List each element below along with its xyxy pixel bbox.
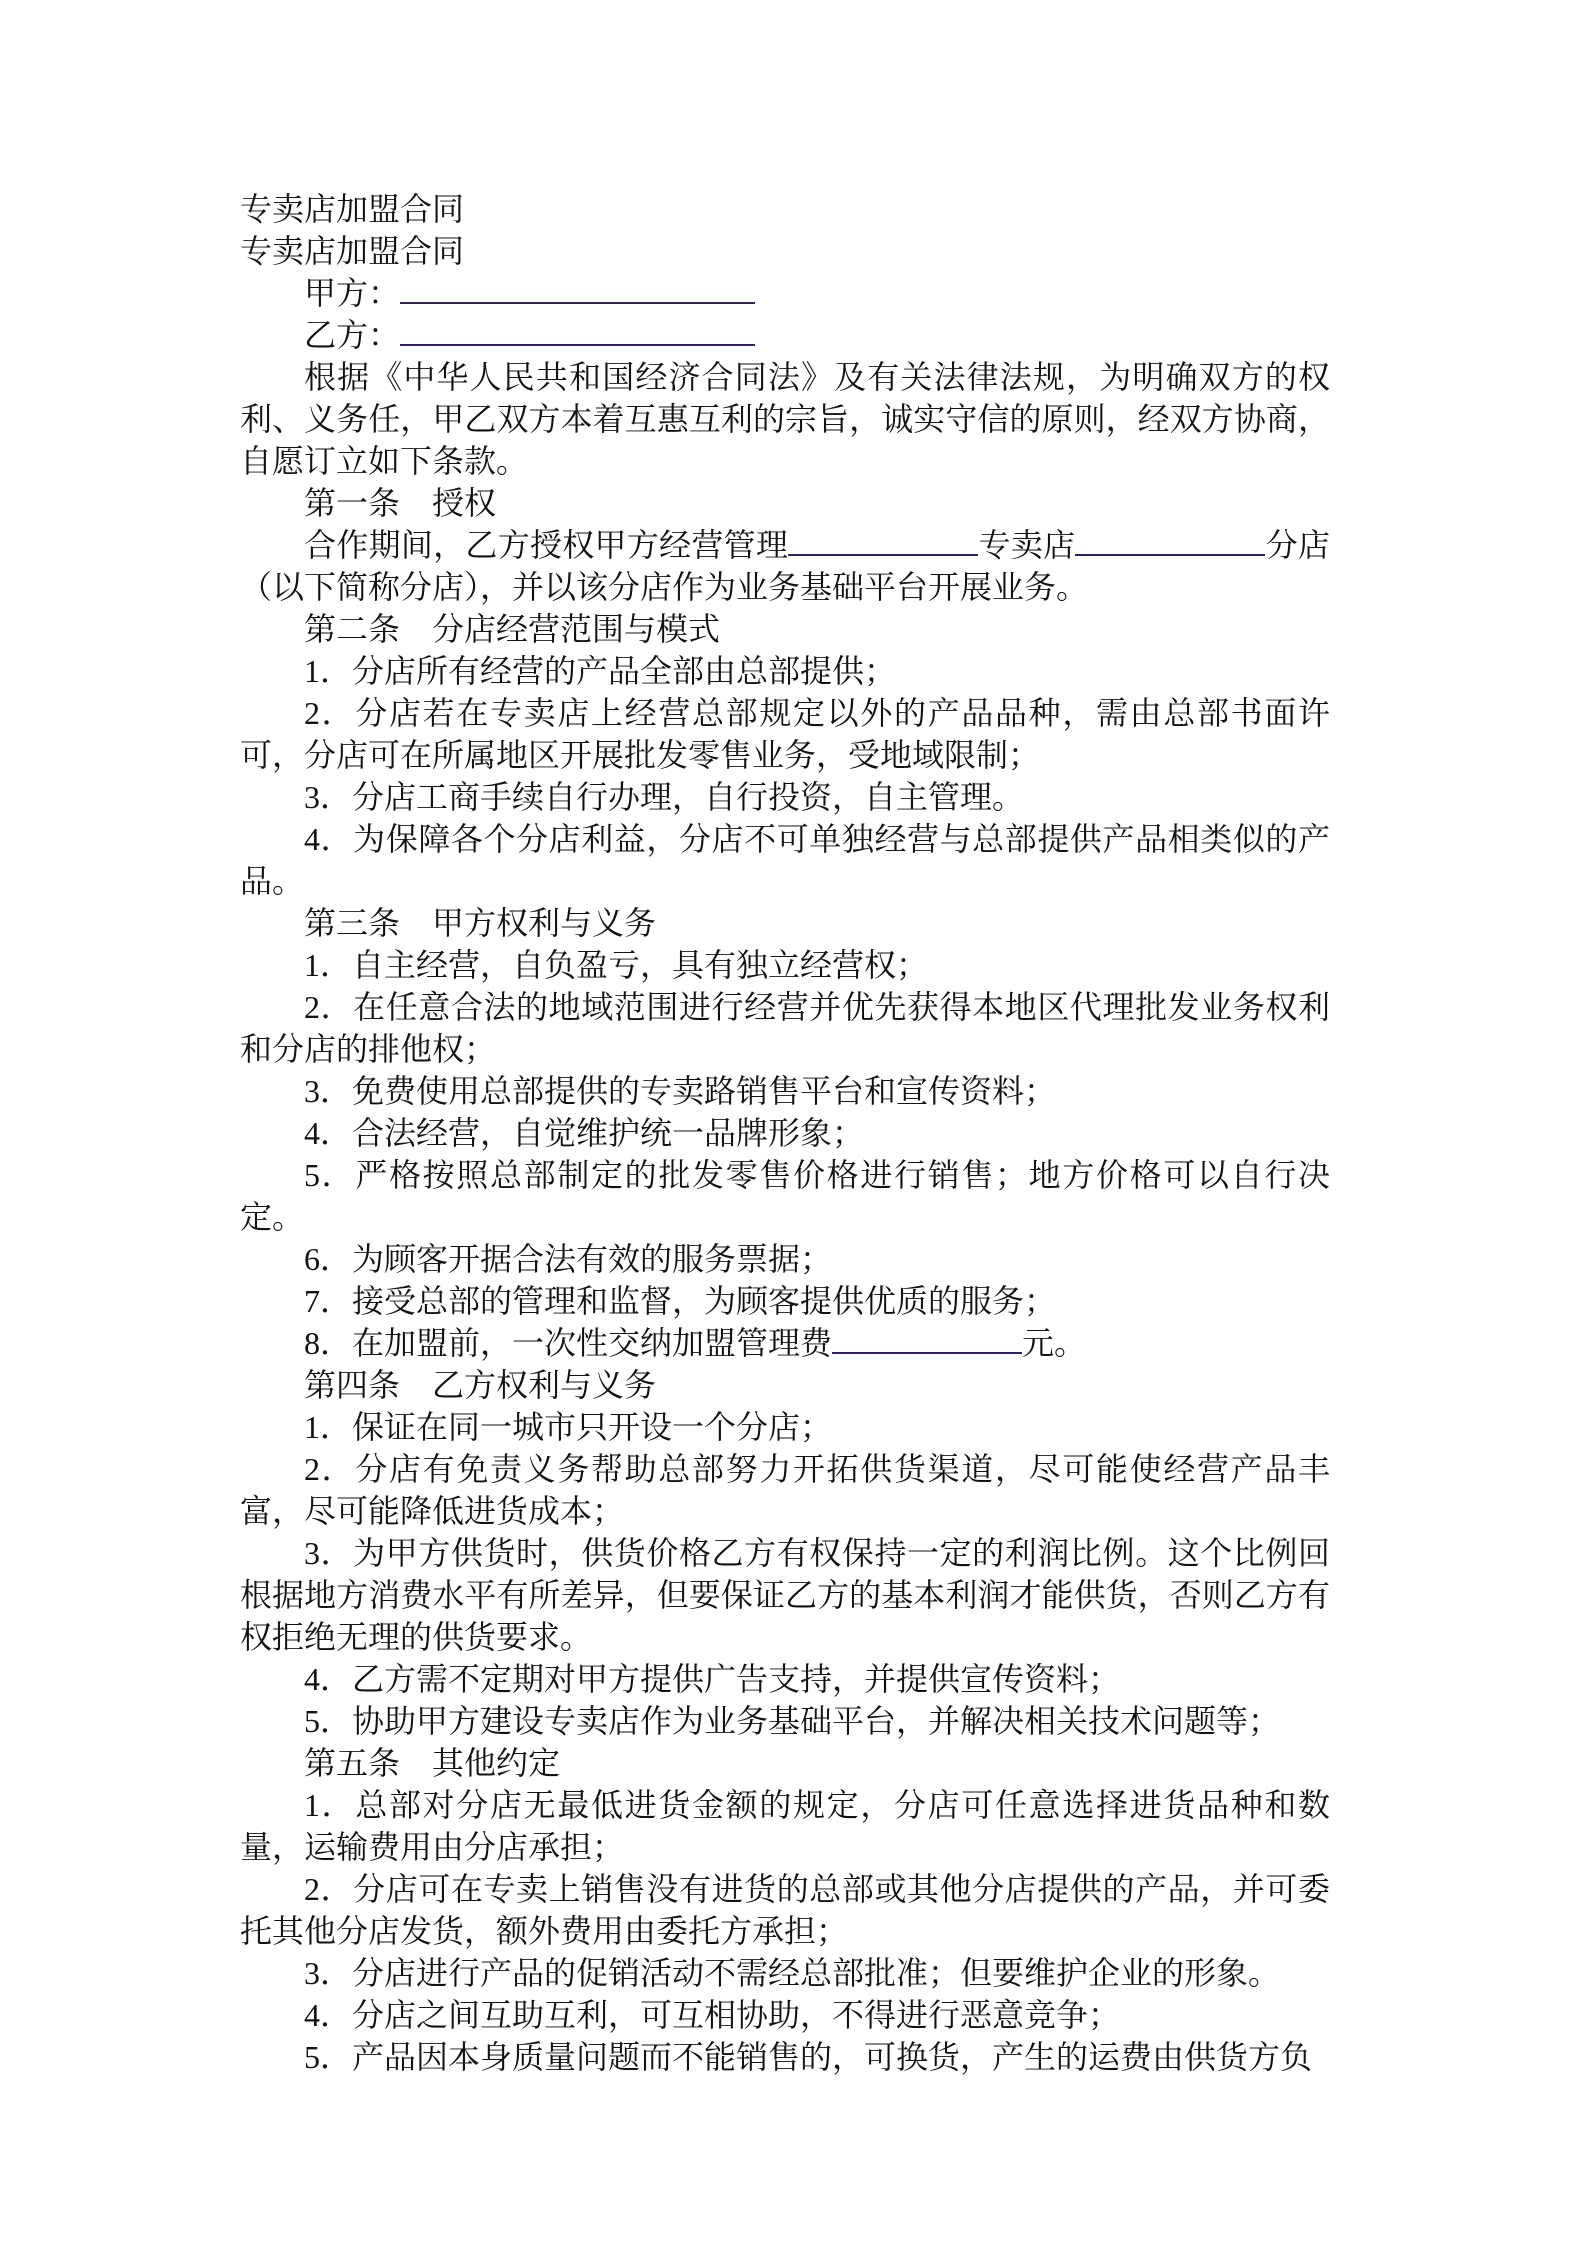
article-1-authorization-paragraph <box>240 524 1330 608</box>
article-4-item-2: 2．分店有免责义务帮助总部努力开拓供货渠道，尽可能使经营产品丰富，尽可能降低进货成本； <box>240 1451 1330 1529</box>
article-3-item-4: 4．合法经营，自觉维护统一品牌形象； <box>304 1115 865 1151</box>
fee-text-after-blank: 元。 <box>1022 1325 1087 1361</box>
article-5-item-2: 2．分店可在专卖上销售没有进货的总部或其他分店提供的产品，并可委托其他分店发货，额外费用由委托方承担； <box>240 1871 1330 1949</box>
party-a-line <box>240 272 1330 314</box>
document-title-duplicate: 专卖店加盟合同 <box>240 233 465 269</box>
article-3-item-2: 2．在任意合法的地域范围进行经营并优先获得本地区代理批发业务权利和分店的排他权； <box>240 989 1330 1067</box>
article-4-item-5: 5．协助甲方建设专卖店作为业务基础平台，并解决相关技术问题等； <box>304 1703 1281 1739</box>
party-b-line <box>240 314 1330 356</box>
article-5-item-4: 4．分店之间互助互利，可互相协助，不得进行恶意竞争； <box>304 1997 1121 2033</box>
party-a-label: 甲方： <box>304 275 401 311</box>
article-3-item-5: 5．严格按照总部制定的批发零售价格进行销售；地方价格可以自行决定。 <box>240 1157 1330 1235</box>
authorization-text-after-blank: 分店（以下简称分店），并以该分店作为业务基础平台开展业务。 <box>240 527 1330 605</box>
article-3-item-3: 3．免费使用总部提供的专卖路销售平台和宣传资料； <box>304 1073 1057 1109</box>
article-3-item-1: 1．自主经营，自负盈亏，具有独立经营权； <box>304 947 929 983</box>
article-4-item-3: 3．为甲方供货时，供货价格乙方有权保持一定的利润比例。这个比例回根据地方消费水平有所差异，但要保证乙方的基本利润才能供货，否则乙方有权拒绝无理的供货要求。 <box>240 1535 1330 1655</box>
article-2-item-1: 1．分店所有经营的产品全部由总部提供； <box>304 653 897 689</box>
article-4-item-4: 4．乙方需不定期对甲方提供广告支持，并提供宣传资料； <box>304 1661 1121 1697</box>
party-a-blank-field[interactable] <box>400 272 755 304</box>
article-4-heading: 第四条 乙方权利与义务 <box>304 1367 657 1403</box>
article-5-heading: 第五条 其他约定 <box>304 1745 561 1781</box>
article-3-item-7: 7．接受总部的管理和监督，为顾客提供优质的服务； <box>304 1283 1057 1319</box>
fee-text-before-blank: 8．在加盟前，一次性交纳加盟管理费 <box>304 1325 833 1361</box>
article-2-item-3: 3．分店工商手续自行办理，自行投资，自主管理。 <box>304 779 1025 815</box>
article-5-item-3: 3．分店进行产品的促销活动不需经总部批准；但要维护企业的形象。 <box>304 1955 1281 1991</box>
article-3-item-8-fee-line <box>240 1322 1330 1364</box>
preamble-paragraph: 根据《中华人民共和国经济合同法》及有关法律法规，为明确双方的权利、义务任，甲乙双方本着互惠互利的宗旨，诚实守信的原则，经双方协商，自愿订立如下条款。 <box>240 359 1330 479</box>
party-b-blank-field[interactable] <box>400 314 755 346</box>
article-2-heading: 第二条 分店经营范围与模式 <box>304 611 721 647</box>
article-4-item-1: 1．保证在同一城市只开设一个分店； <box>304 1409 833 1445</box>
authorization-text-between-blanks: 专卖店 <box>978 527 1076 563</box>
article-5-item-1: 1．总部对分店无最低进货金额的规定，分店可任意选择进货品种和数量，运输费用由分店承担； <box>240 1787 1330 1865</box>
document-title: 专卖店加盟合同 <box>240 191 465 227</box>
article-3-item-6: 6．为顾客开据合法有效的服务票据； <box>304 1241 833 1277</box>
article-1-heading: 第一条 授权 <box>304 485 497 521</box>
authorization-text-before-blank: 合作期间，乙方授权甲方经营管理 <box>304 527 789 563</box>
article-2-item-2: 2．分店若在专卖店上经营总部规定以外的产品品种，需由总部书面许可，分店可在所属地区开展批发零售业务，受地域限制； <box>240 695 1330 773</box>
branch-name-blank-field[interactable] <box>1075 524 1265 556</box>
article-2-item-4: 4．为保障各个分店利益，分店不可单独经营与总部提供产品相类似的产品。 <box>240 821 1330 899</box>
franchise-store-name-blank-field[interactable] <box>788 524 978 556</box>
article-5-item-5: 5．产品因本身质量问题而不能销售的，可换货，产生的运费由供货方负 <box>304 2039 1313 2075</box>
franchise-fee-blank-field[interactable] <box>832 1322 1022 1354</box>
article-3-heading: 第三条 甲方权利与义务 <box>304 905 657 941</box>
party-b-label: 乙方： <box>304 317 401 353</box>
